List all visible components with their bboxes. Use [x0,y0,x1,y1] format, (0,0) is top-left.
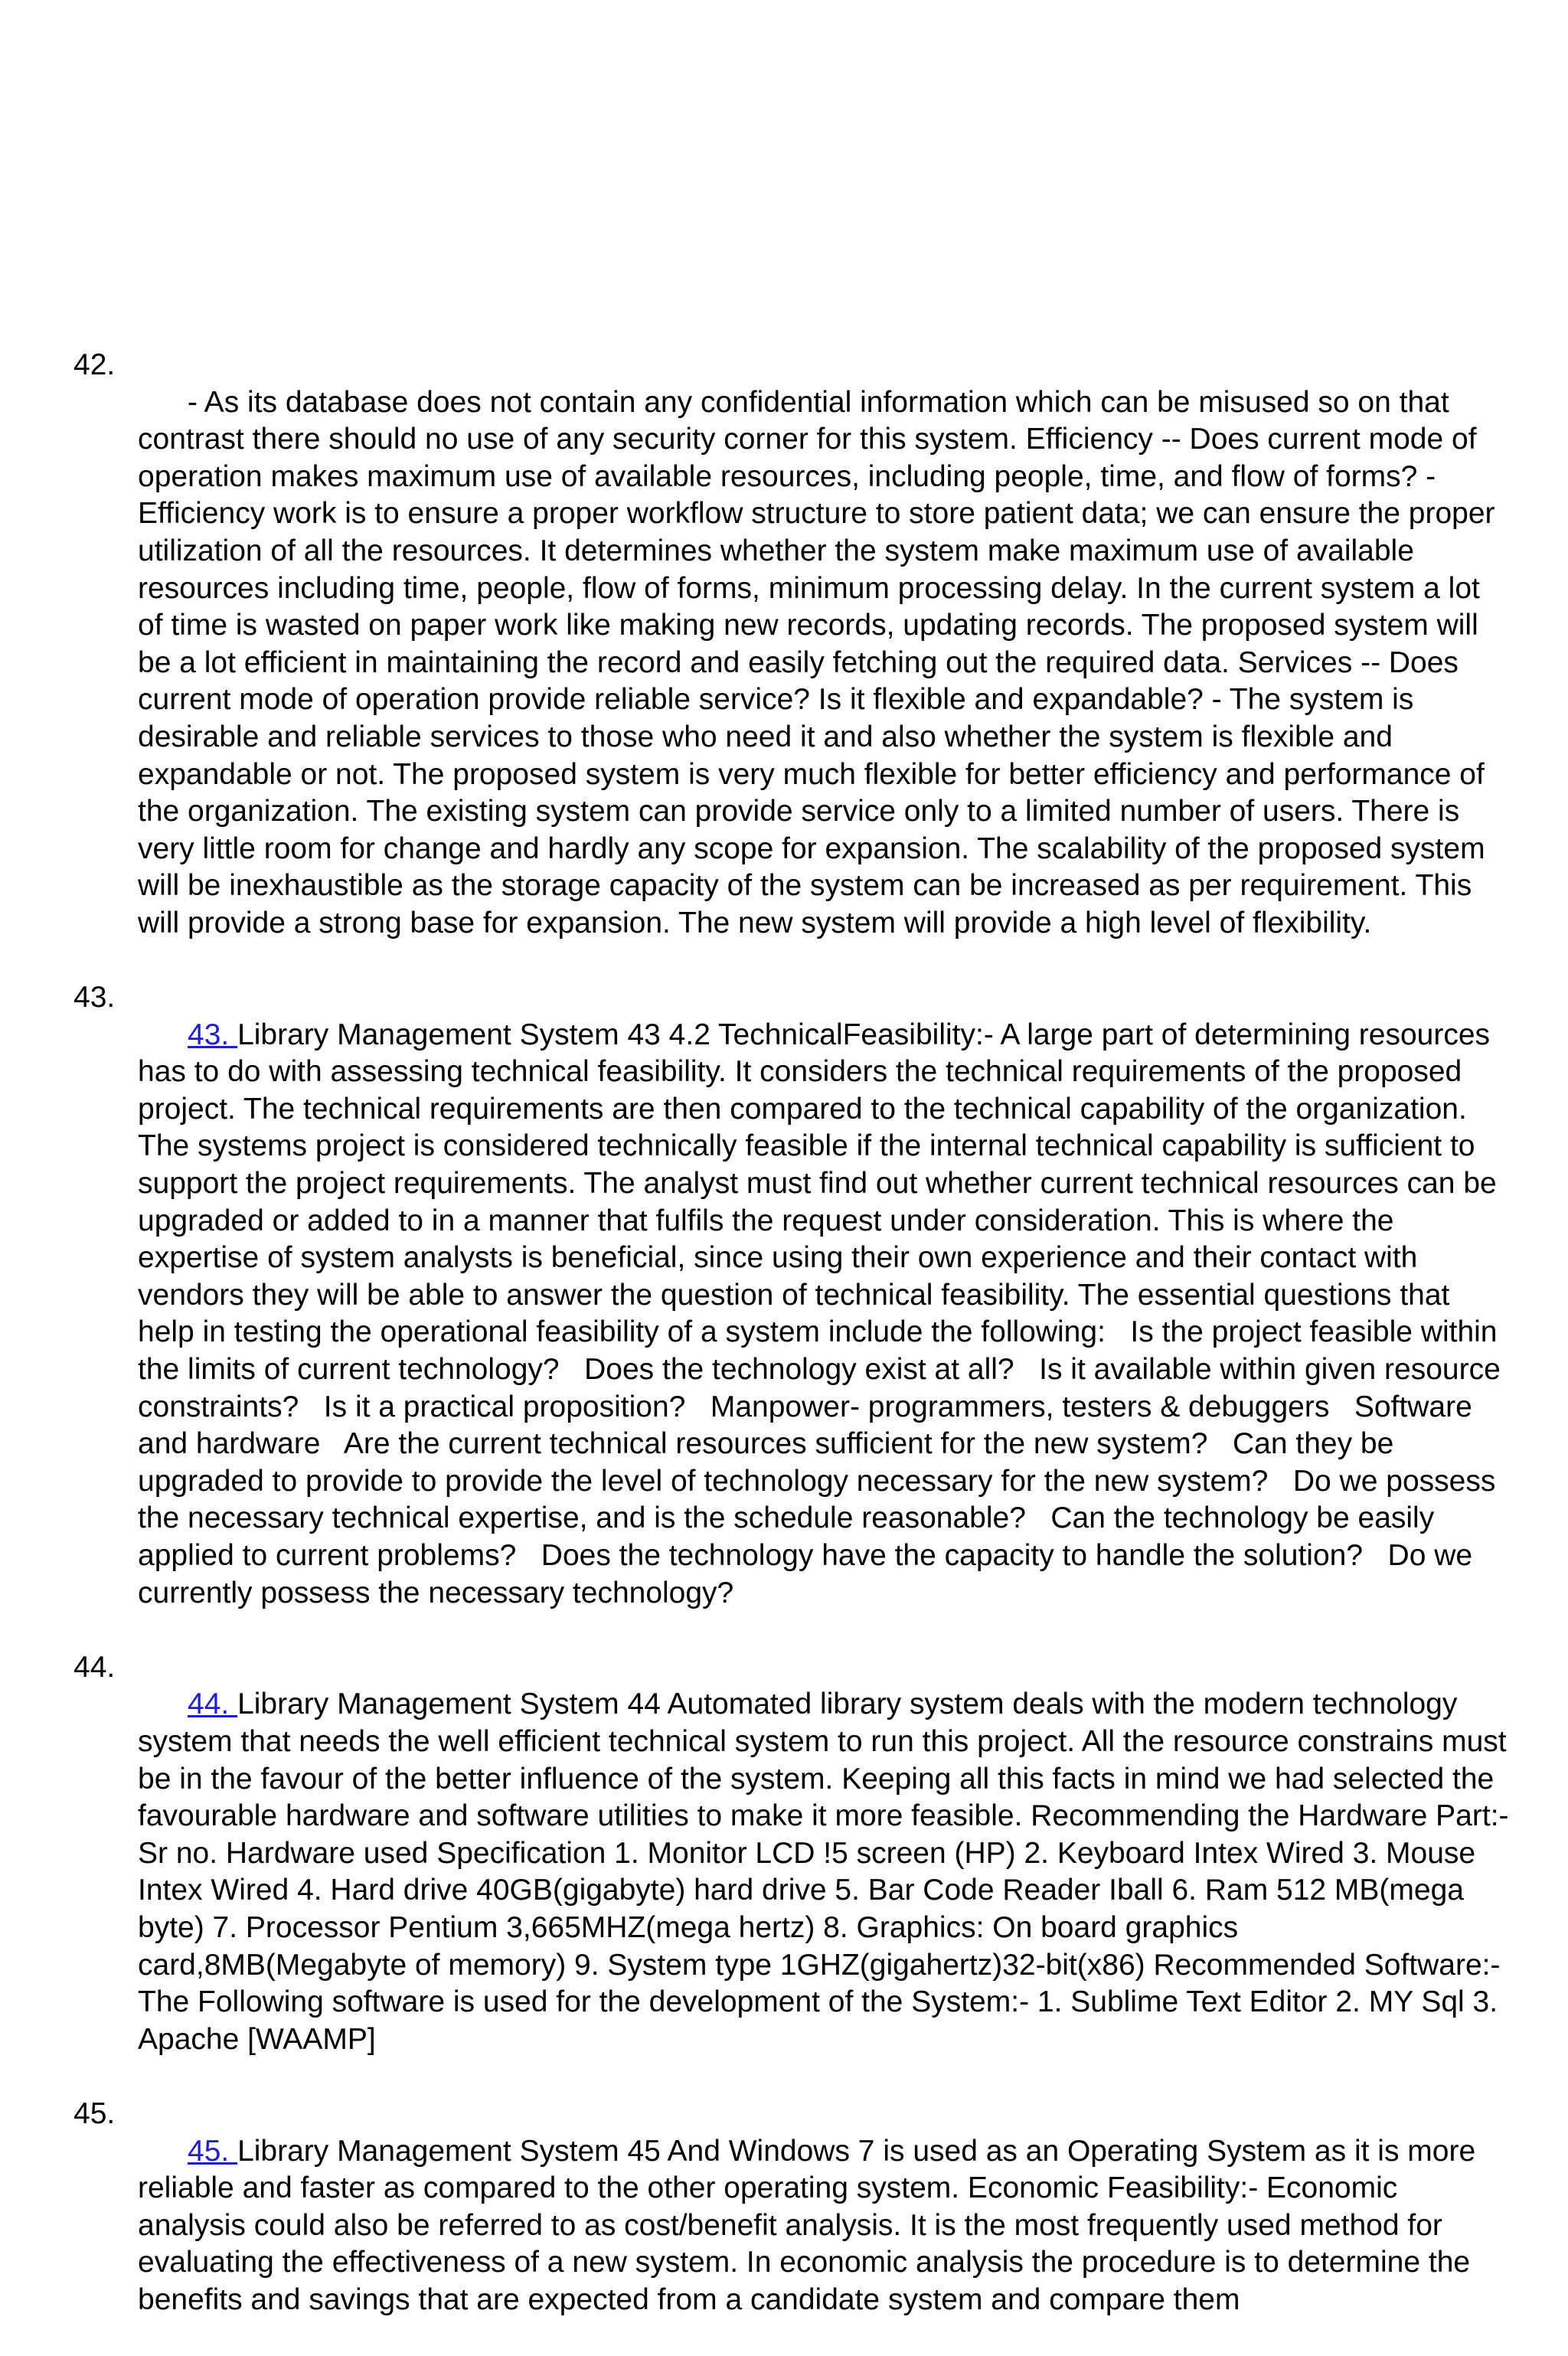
page-link-45[interactable]: 45. [188,2134,238,2168]
page-link-44[interactable]: 44. [188,1688,238,1721]
list-item-text: Library Management System 44 Automated library system deals with the modern technology system that needs the well efficient technical system to run this project. All the resource constrains must be in the favour of the better influence of the system. Keeping all this facts in mind we had selected the favourable hardware and software utilities to make it more feasible. Recommending the Hardware Part:- Sr no. Hardware used Specification 1. Monitor LCD !5 screen (HP) 2. Keyboard Intex Wired 3. Mouse Intex Wired 4. Hard drive 40GB(gigabyte) hard drive 5. Bar Code Reader Iball 6. Ram 512 MB(mega byte) 7. Processor Pentium 3,665MHZ(mega hertz) 8. Graphics: On board graphics card,8MB(Megabyte of memory) 9. System type 1GHZ(gigahertz)32-bit(x86) Recommended Software:- The Following software is used for the development of the System:- 1. Sublime Text Editor 2. MY Sql 3. Apache [WAAMP] [138,1688,1517,2056]
list-item-text: - As its database does not contain any confidential information which can be misused so on that contrast there should no use of any security corner for this system. Efficiency -- Does current mode of operation makes maximum use of available resources, including people, time, and flow of forms? - Efficiency work is to ensure a proper workflow structure to store patient data; we can ensure the proper utilization of all the resources. It determines whether the system make maximum use of available resources including time, people, flow of forms, minimum processing delay. In the current system a lot of time is wasted on paper work like making new records, updating records. The proposed system will be a lot efficient in maintaining the record and easily fetching out the required data. Services -- Does current mode of operation provide reliable service? Is it flexible and expandable? - The system is desirable and reliable services to those who need it and also whether the system is flexible and expandable or not. The proposed system is very much flexible for better efficiency and performance of the organization. The existing system can provide service only to a limited number of users. There is very little room for change and hardly any scope for expansion. The scalability of the proposed system will be inexhaustible as the storage capacity of the system can be increased as per requirement. This will provide a strong base for expansion. The new system will provide a high level of flexibility. [138,385,1504,939]
list-item-text: Library Management System 45 And Windows 7 is used as an Operating System as it is more reliable and faster as compared to the other operating system. Economic Feasibility:- Economic analysis could also be referred to as cost/benefit analysis. It is the most frequently used method for evaluating the effectiveness of a new system. In economic analysis the procedure is to determine the benefits and savings that are expected from a candidate system and compare them [138,2134,1484,2316]
list-item-number: 42. [74,348,116,381]
list-item-number: 45. [74,2096,116,2130]
list-item [74,979,1513,1649]
list-item [74,347,1513,979]
list-item [74,1649,1517,2096]
numbered-list [74,347,1517,2356]
list-item-text: Library Management System 43 4.2 TechnicalFeasibility:- A large part of determining resources has to do with assessing technical feasibility. It considers the technical requirements of the proposed project. The technical requirements are then compared to the technical capability of the organization. The systems project is considered technically feasible if the internal technical capability is sufficient to support the project requirements. The analyst must find out whether current technical resources can be upgraded or added to in a manner that fulfils the request under consideration. This is where the expertise of system analysts is beneficial, since using their own experience and their contact with vendors they will be able to answer the question of technical feasibility. The essential questions that help in testing the operational feasibility of a system include the following: Is the project feasible within the limits of current technology? Does the technology exist at all? Is it available within given resource constraints? Is it a practical proposition? Manpower- programmers, testers & debuggers Software and hardware Are the current technical resources sufficient for the new system? Can they be upgraded to provide to provide the level of technology necessary for the new system? Do we possess the necessary technical expertise, and is the schedule reasonable? Can the technology be easily applied to current problems? Does the technology have the capacity to handle the solution? Do we currently possess the necessary technology? [138,1018,1509,1609]
page-link-43[interactable]: 43. [188,1018,238,1051]
list-item [74,2096,1513,2356]
list-item-number: 43. [74,981,116,1015]
list-item-number: 44. [74,1650,116,1684]
